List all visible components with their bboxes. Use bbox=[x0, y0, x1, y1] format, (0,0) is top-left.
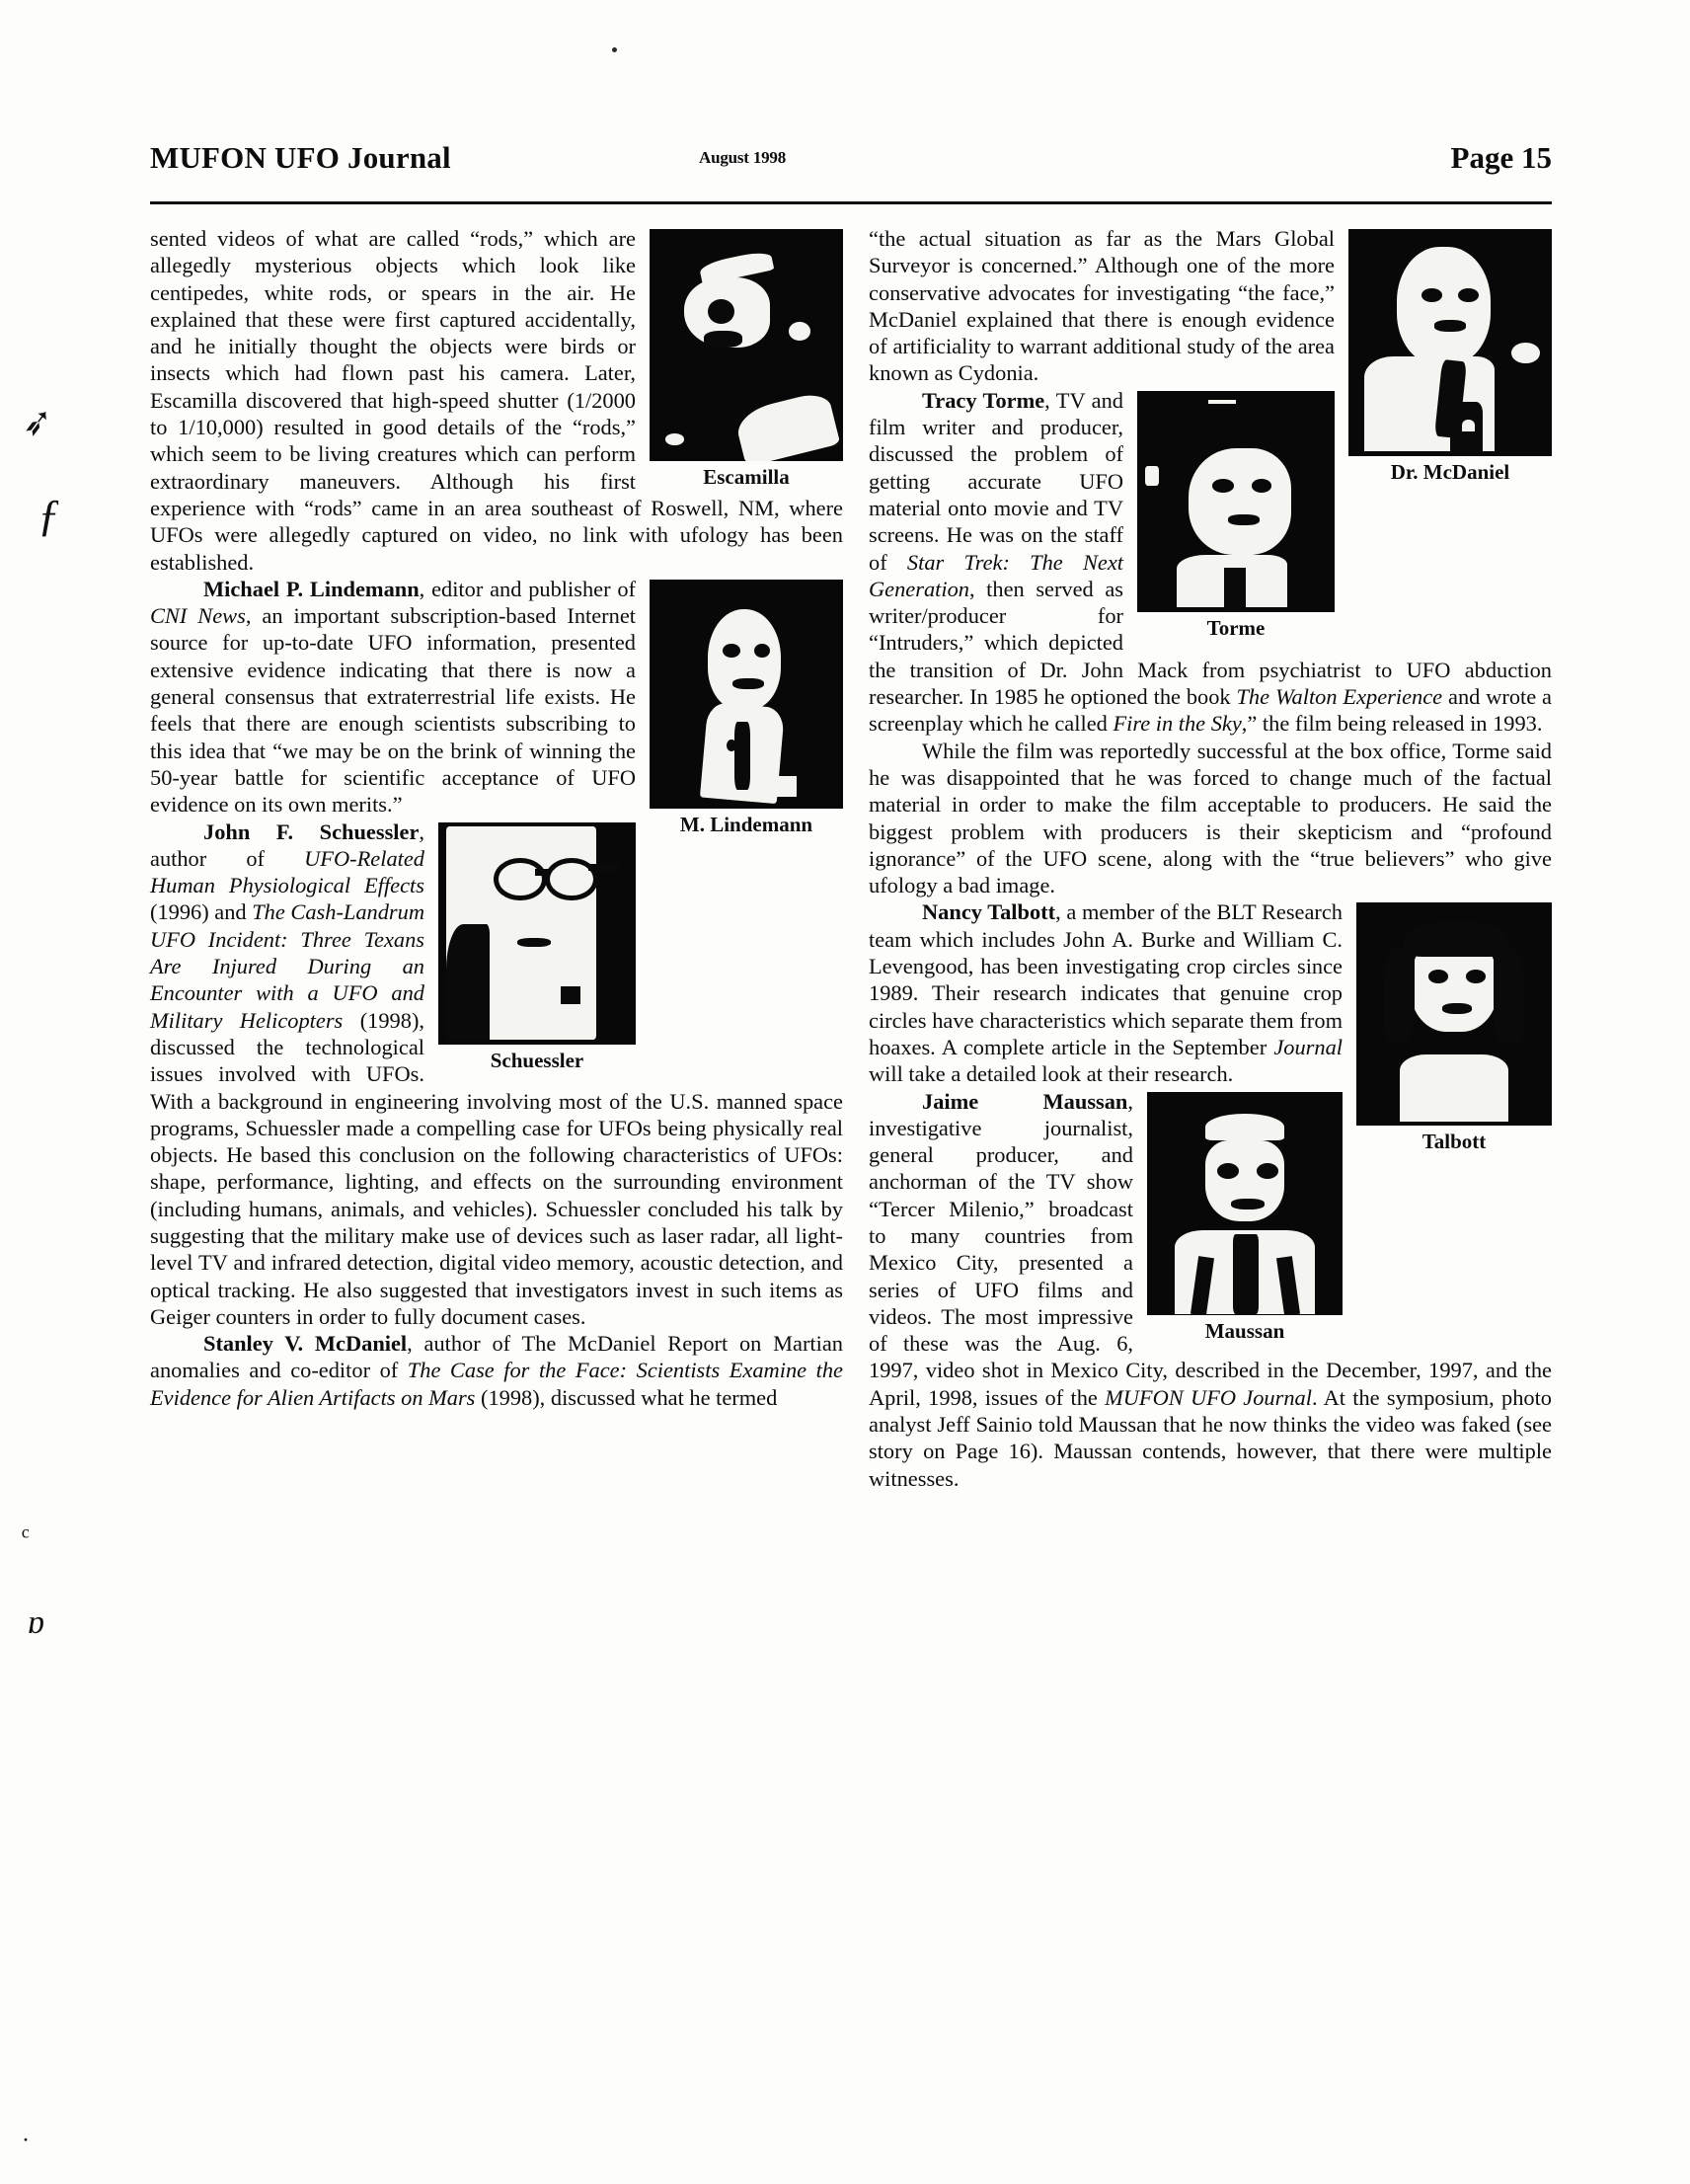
photo-block-escamilla bbox=[650, 229, 843, 490]
italic-title-mufon-ufo-journal: MUFON UFO Journal bbox=[1105, 1384, 1312, 1410]
left-column bbox=[150, 225, 843, 1411]
page-masthead bbox=[150, 140, 1552, 192]
italic-title-case-for-the-face: The Case for the Face: Scientists Examine the Evidence for Alien Artifacts on Mars bbox=[150, 1358, 843, 1410]
caption-maussan: Maussan bbox=[1204, 1318, 1285, 1343]
margin-pencil-mark-4: ɒ bbox=[28, 1604, 44, 1641]
lead-in-mcdaniel: Stanley V. McDaniel bbox=[203, 1331, 408, 1357]
text-run: (1998), discussed the technological issues involved with UFOs. With a background in engineering involving most of the U.S. manned space programs, Schuessler made a compelling case for UFOs being physically real objects. He based this conclusion on the following characteristics of UFOs: shape, performance, lighting, and effects on the surrounding environment (including humans, animals, and vehicles). Schuessler concluded his talk by suggesting that the military make use of devices such as laser radar, all light-level TV and infrared detection, digital video memory, acoustic detection, and optical tracking. He also suggested that investigators invest in such items as Geiger counters in order to fully document cases. bbox=[150, 1007, 843, 1329]
text-run: , then served as writer/producer for “Intruders,” which depicted the transition of Dr. John Mack from psychiatrist to UFO abduction researcher. In 1985 he optioned the book bbox=[869, 576, 1552, 710]
photo-block-torme bbox=[1137, 391, 1335, 641]
lead-in-maussan: Jaime Maussan bbox=[922, 1088, 1128, 1114]
lead-in-talbott: Nancy Talbott bbox=[922, 899, 1056, 925]
caption-schuessler: Schuessler bbox=[490, 1048, 584, 1072]
margin-pencil-mark-1: ➶ bbox=[19, 399, 56, 446]
photo-block-schuessler bbox=[438, 822, 636, 1073]
caption-talbott: Talbott bbox=[1421, 1130, 1487, 1154]
text-run: , editor and publisher of bbox=[419, 576, 636, 601]
italic-title-fire-in-the-sky: Fire in the Sky bbox=[1113, 711, 1242, 737]
caption-mcdaniel: Dr. McDaniel bbox=[1390, 460, 1510, 484]
caption-lindemann: M. Lindemann bbox=[679, 812, 813, 836]
journal-title: MUFON UFO Journal bbox=[150, 140, 451, 175]
issue-date: August 1998 bbox=[699, 148, 787, 167]
text-run: . At the symposium, photo analyst Jeff Sainio told Maussan that he now thinks the video was faked (see story on Page 16). Maussan contends, however, that there were multiple witnesses. bbox=[869, 1384, 1553, 1491]
margin-pencil-mark-5: · bbox=[22, 2128, 30, 2153]
italic-title-star-trek: Star Trek: The Next Generation bbox=[869, 549, 1124, 601]
photo-block-mcdaniel bbox=[1348, 229, 1552, 485]
text-run: , investigative journalist, general producer, and anchorman of the TV show “Tercer Milenio,” broadcast to many countries from Mexico City, presented a series of UFO films and videos. The most impressive of these was the Aug. 6, 1997, video shot in Mexico City, described in the December, 1997, and the April, 1998, issues of the bbox=[869, 1088, 1552, 1410]
paragraph-mcdaniel-start bbox=[150, 1330, 843, 1411]
italic-title-cni-news: CNI News bbox=[150, 603, 246, 629]
margin-pencil-mark-2: ƒ bbox=[38, 490, 60, 540]
photo-mcdaniel bbox=[1348, 229, 1552, 456]
italic-title-walton-experience: The Walton Experience bbox=[1236, 684, 1443, 710]
caption-escamilla: Escamilla bbox=[703, 465, 790, 489]
caption-torme: Torme bbox=[1206, 615, 1266, 640]
photo-lindemann bbox=[650, 580, 843, 809]
text-run: , author of bbox=[150, 819, 424, 871]
text-run: ,” the film being released in 1993. bbox=[1241, 711, 1543, 737]
italic-title-journal: Journal bbox=[1273, 1034, 1343, 1059]
text-run: and wrote a screenplay which he called bbox=[869, 684, 1552, 737]
scan-speck bbox=[612, 47, 617, 52]
paragraph-escamilla: sented videos of what are called “rods,” which are allegedly mysterious objects which look like centipedes, white rods, or spears in the air. He explained that these were first captured accidentally, and he initially thought the objects were birds or insects which had flown past his camera. Later, Escamilla discovered that high-speed shutter (1/2000 to 1/10,000) resulted in good details of the “rods,” which seem to be living creatures which can perform extraordinary maneuvers. Although his first experience with “rods” came in an area southeast of Roswell, NM, where UFOs were allegedly captured on video, no link with ufology has been established. bbox=[150, 226, 843, 575]
masthead-rule bbox=[150, 201, 1552, 204]
text-run: (1998), discussed what he termed bbox=[475, 1384, 778, 1410]
photo-maussan bbox=[1147, 1092, 1343, 1315]
lead-in-lindemann: Michael P. Lindemann bbox=[203, 576, 420, 601]
photo-torme bbox=[1137, 391, 1335, 612]
text-run: , TV and film writer and producer, discussed the problem of getting accurate UFO material onto movie and TV screens. He was on the staff of bbox=[869, 387, 1123, 575]
paragraph-mcdaniel-cont: “the actual situation as far as the Mars Global Surveyor is concerned.” Although one of the more conservative advocates for investigating “the face,” McDaniel explained that there is enough evidence of artificiality to warrant additional study of the area known as Cydonia. bbox=[869, 226, 1335, 386]
page-number: Page 15 bbox=[1450, 140, 1552, 175]
text-run: , an important subscription-based Internet source for up-to-date UFO information, presented extensive evidence indicating that there is now a general consensus that extraterrestrial life exists. He feels that there are enough scientists subscribing to this idea that “we may be on the brink of winning the 50-year battle for scientific acceptance of UFO evidence on its own merits.” bbox=[150, 603, 636, 818]
photo-talbott bbox=[1356, 902, 1552, 1126]
text-run: will take a detailed look at their research. bbox=[869, 1061, 1234, 1087]
photo-block-maussan bbox=[1147, 1092, 1343, 1344]
photo-block-lindemann bbox=[650, 580, 843, 837]
paragraph-torme-film: While the film was reportedly successful at the box office, Torme said he was disappointed that he was forced to change much of the factual material in order to make the film acceptable to producers. He said the biggest problem with producers is their skepticism and “profound ignorance” of the UFO scene, along with the “true believers” who give ufology a bad image. bbox=[869, 738, 1552, 898]
photo-escamilla bbox=[650, 229, 843, 461]
lead-in-torme: Tracy Torme bbox=[922, 387, 1045, 413]
text-run: , author of The McDaniel Report on Martian anomalies and co-editor of bbox=[150, 1331, 843, 1383]
text-run: , a member of the BLT Research team which includes John A. Burke and William C. Levengood, has been investigating crop circles since 1989. Their research indicates that genuine crop circles have characteristics which separate them from hoaxes. A complete article in the September bbox=[869, 899, 1343, 1059]
margin-pencil-mark-3: ᶜ bbox=[22, 1521, 30, 1553]
photo-block-talbott bbox=[1356, 902, 1552, 1154]
text-run: (1996) and bbox=[150, 899, 253, 925]
photo-schuessler bbox=[438, 822, 636, 1045]
italic-title-ufo-related-effects: UFO-Related Human Physiological Effects bbox=[150, 845, 424, 898]
italic-title-cash-landrum: The Cash-Landrum UFO Incident: Three Texans Are Injured During an Encounter with a UFO and Military Helicopters bbox=[150, 899, 425, 1033]
lead-in-schuessler: John F. Schuessler bbox=[203, 819, 420, 844]
right-column bbox=[869, 225, 1552, 1492]
